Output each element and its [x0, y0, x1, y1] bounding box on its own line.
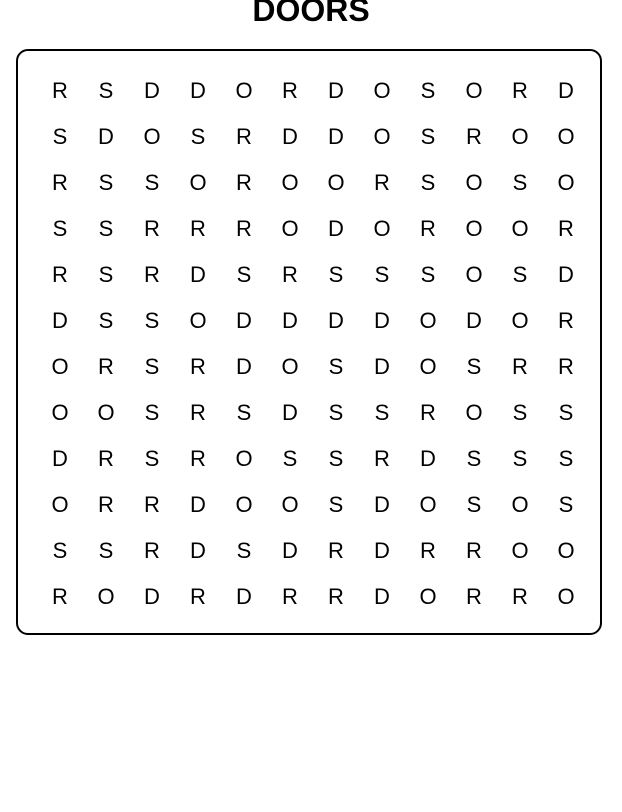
letter-cell[interactable]: D: [236, 584, 252, 609]
letter-cell[interactable]: R: [52, 170, 68, 195]
letter-cell[interactable]: S: [512, 446, 528, 471]
letter-cell[interactable]: O: [235, 446, 253, 471]
letter-cell[interactable]: R: [328, 538, 344, 563]
letter-cell[interactable]: S: [420, 78, 436, 103]
letter-cell[interactable]: S: [558, 446, 574, 471]
letter-cell[interactable]: O: [373, 124, 391, 149]
letter-cell[interactable]: S: [420, 170, 436, 195]
letter-cell[interactable]: R: [236, 170, 252, 195]
letter-cell[interactable]: R: [190, 354, 206, 379]
letter-cell[interactable]: S: [328, 354, 344, 379]
letter-cell[interactable]: O: [281, 216, 299, 241]
letter-cell[interactable]: R: [466, 124, 482, 149]
letter-cell[interactable]: S: [466, 446, 482, 471]
letter-cell[interactable]: S: [420, 124, 436, 149]
letter-cell[interactable]: S: [98, 216, 114, 241]
letter-cell[interactable]: D: [374, 308, 390, 333]
letter-cell[interactable]: S: [512, 400, 528, 425]
letter-cell[interactable]: S: [144, 308, 160, 333]
letter-cell[interactable]: O: [189, 170, 207, 195]
letter-cell[interactable]: R: [420, 400, 436, 425]
letter-cell[interactable]: D: [190, 78, 206, 103]
letter-cell[interactable]: O: [465, 262, 483, 287]
letter-cell[interactable]: D: [282, 124, 298, 149]
letter-cell[interactable]: S: [328, 446, 344, 471]
letter-cell[interactable]: O: [281, 492, 299, 517]
letter-cell[interactable]: S: [144, 170, 160, 195]
letter-cell[interactable]: S: [558, 492, 574, 517]
letter-cell[interactable]: O: [511, 492, 529, 517]
letter-cell[interactable]: S: [144, 446, 160, 471]
letter-cell[interactable]: S: [190, 124, 206, 149]
letter-cell[interactable]: R: [190, 446, 206, 471]
letter-cell[interactable]: D: [374, 584, 390, 609]
letter-cell[interactable]: R: [52, 262, 68, 287]
letter-cell[interactable]: R: [558, 354, 574, 379]
letter-cell[interactable]: D: [52, 308, 68, 333]
letter-cell[interactable]: O: [373, 78, 391, 103]
letter-cell[interactable]: D: [236, 354, 252, 379]
letter-cell[interactable]: R: [190, 216, 206, 241]
letter-cell[interactable]: D: [466, 308, 482, 333]
letter-cell[interactable]: O: [51, 354, 69, 379]
letter-cell[interactable]: S: [420, 262, 436, 287]
letter-cell[interactable]: D: [144, 78, 160, 103]
letter-cell[interactable]: O: [419, 354, 437, 379]
letter-cell[interactable]: R: [190, 400, 206, 425]
letter-cell[interactable]: S: [236, 262, 252, 287]
letter-cell[interactable]: R: [420, 538, 436, 563]
letter-cell[interactable]: O: [465, 170, 483, 195]
letter-cell[interactable]: S: [236, 400, 252, 425]
letter-cell[interactable]: O: [143, 124, 161, 149]
letter-cell[interactable]: R: [558, 308, 574, 333]
letter-cell[interactable]: O: [419, 308, 437, 333]
letter-cell[interactable]: S: [328, 400, 344, 425]
letter-cell[interactable]: D: [282, 400, 298, 425]
letter-cell[interactable]: O: [97, 400, 115, 425]
letter-cell[interactable]: O: [557, 538, 575, 563]
letter-cell[interactable]: R: [512, 584, 528, 609]
letter-cell[interactable]: R: [144, 492, 160, 517]
letter-cell[interactable]: R: [144, 216, 160, 241]
letter-cell[interactable]: O: [235, 78, 253, 103]
letter-cell[interactable]: S: [282, 446, 298, 471]
letter-cell[interactable]: D: [328, 216, 344, 241]
letter-cell[interactable]: S: [98, 538, 114, 563]
letter-cell[interactable]: R: [98, 492, 114, 517]
letter-cell[interactable]: D: [420, 446, 436, 471]
letter-cell[interactable]: D: [190, 262, 206, 287]
letter-cell[interactable]: R: [466, 584, 482, 609]
letter-cell[interactable]: O: [465, 216, 483, 241]
letter-cell[interactable]: S: [512, 170, 528, 195]
letter-cell[interactable]: O: [51, 492, 69, 517]
letter-cell[interactable]: R: [374, 446, 390, 471]
letter-cell[interactable]: S: [466, 354, 482, 379]
letter-cell[interactable]: D: [328, 124, 344, 149]
letter-cell[interactable]: R: [282, 262, 298, 287]
letter-cell[interactable]: S: [558, 400, 574, 425]
letter-cell[interactable]: S: [512, 262, 528, 287]
letter-cell[interactable]: O: [419, 584, 437, 609]
letter-cell[interactable]: R: [328, 584, 344, 609]
letter-cell[interactable]: R: [236, 216, 252, 241]
letter-cell[interactable]: R: [52, 584, 68, 609]
letter-cell[interactable]: D: [144, 584, 160, 609]
letter-cell[interactable]: S: [98, 262, 114, 287]
puzzle-title: DOORS: [252, 0, 370, 28]
letter-cell[interactable]: R: [466, 538, 482, 563]
letter-cell[interactable]: R: [236, 124, 252, 149]
letter-cell[interactable]: D: [236, 308, 252, 333]
letter-cell[interactable]: O: [189, 308, 207, 333]
letter-cell[interactable]: R: [190, 584, 206, 609]
letter-cell[interactable]: O: [419, 492, 437, 517]
letter-cell[interactable]: O: [511, 216, 529, 241]
letter-cell[interactable]: O: [465, 400, 483, 425]
letter-cell[interactable]: D: [282, 538, 298, 563]
letter-cell[interactable]: O: [373, 216, 391, 241]
letter-cell[interactable]: S: [52, 538, 68, 563]
letter-cell[interactable]: R: [98, 354, 114, 379]
letter-cell[interactable]: D: [190, 538, 206, 563]
letter-cell[interactable]: R: [52, 78, 68, 103]
letter-cell[interactable]: S: [328, 262, 344, 287]
letter-cell[interactable]: S: [144, 354, 160, 379]
letter-cell[interactable]: S: [52, 124, 68, 149]
letter-cell[interactable]: O: [511, 308, 529, 333]
letter-grid: [37, 68, 589, 620]
letter-cell[interactable]: R: [420, 216, 436, 241]
letter-cell[interactable]: D: [328, 78, 344, 103]
letter-cell[interactable]: S: [98, 308, 114, 333]
letter-cell[interactable]: S: [98, 78, 114, 103]
letter-cell[interactable]: D: [190, 492, 206, 517]
letter-cell[interactable]: O: [511, 124, 529, 149]
letter-cell[interactable]: D: [374, 492, 390, 517]
letter-cell[interactable]: D: [374, 354, 390, 379]
letter-cell[interactable]: D: [558, 262, 574, 287]
letter-cell[interactable]: O: [281, 354, 299, 379]
letter-cell[interactable]: D: [52, 446, 68, 471]
letter-cell[interactable]: S: [328, 492, 344, 517]
letter-cell[interactable]: R: [512, 354, 528, 379]
letter-cell[interactable]: O: [557, 170, 575, 195]
letter-cell[interactable]: D: [282, 308, 298, 333]
letter-cell[interactable]: S: [52, 216, 68, 241]
letter-cell[interactable]: S: [466, 492, 482, 517]
letter-cell[interactable]: S: [98, 170, 114, 195]
letter-cell[interactable]: R: [374, 170, 390, 195]
letter-cell[interactable]: S: [374, 262, 390, 287]
letter-cell[interactable]: O: [511, 538, 529, 563]
letter-cell[interactable]: D: [558, 78, 574, 103]
letter-cell[interactable]: R: [282, 584, 298, 609]
letter-cell[interactable]: O: [97, 584, 115, 609]
letter-cell[interactable]: D: [98, 124, 114, 149]
letter-cell[interactable]: S: [374, 400, 390, 425]
letter-cell[interactable]: R: [144, 538, 160, 563]
letter-cell[interactable]: O: [281, 170, 299, 195]
letter-cell[interactable]: O: [465, 78, 483, 103]
letter-cell[interactable]: O: [235, 492, 253, 517]
letter-cell[interactable]: O: [51, 400, 69, 425]
word-search-board: [16, 49, 602, 635]
letter-cell[interactable]: O: [557, 584, 575, 609]
letter-cell[interactable]: R: [282, 78, 298, 103]
letter-cell[interactable]: S: [144, 400, 160, 425]
letter-cell[interactable]: R: [558, 216, 574, 241]
letter-cell[interactable]: O: [327, 170, 345, 195]
letter-cell[interactable]: D: [328, 308, 344, 333]
letter-cell[interactable]: R: [512, 78, 528, 103]
letter-cell[interactable]: D: [374, 538, 390, 563]
letter-cell[interactable]: R: [144, 262, 160, 287]
letter-cell[interactable]: O: [557, 124, 575, 149]
letter-cell[interactable]: S: [236, 538, 252, 563]
letter-cell[interactable]: R: [98, 446, 114, 471]
